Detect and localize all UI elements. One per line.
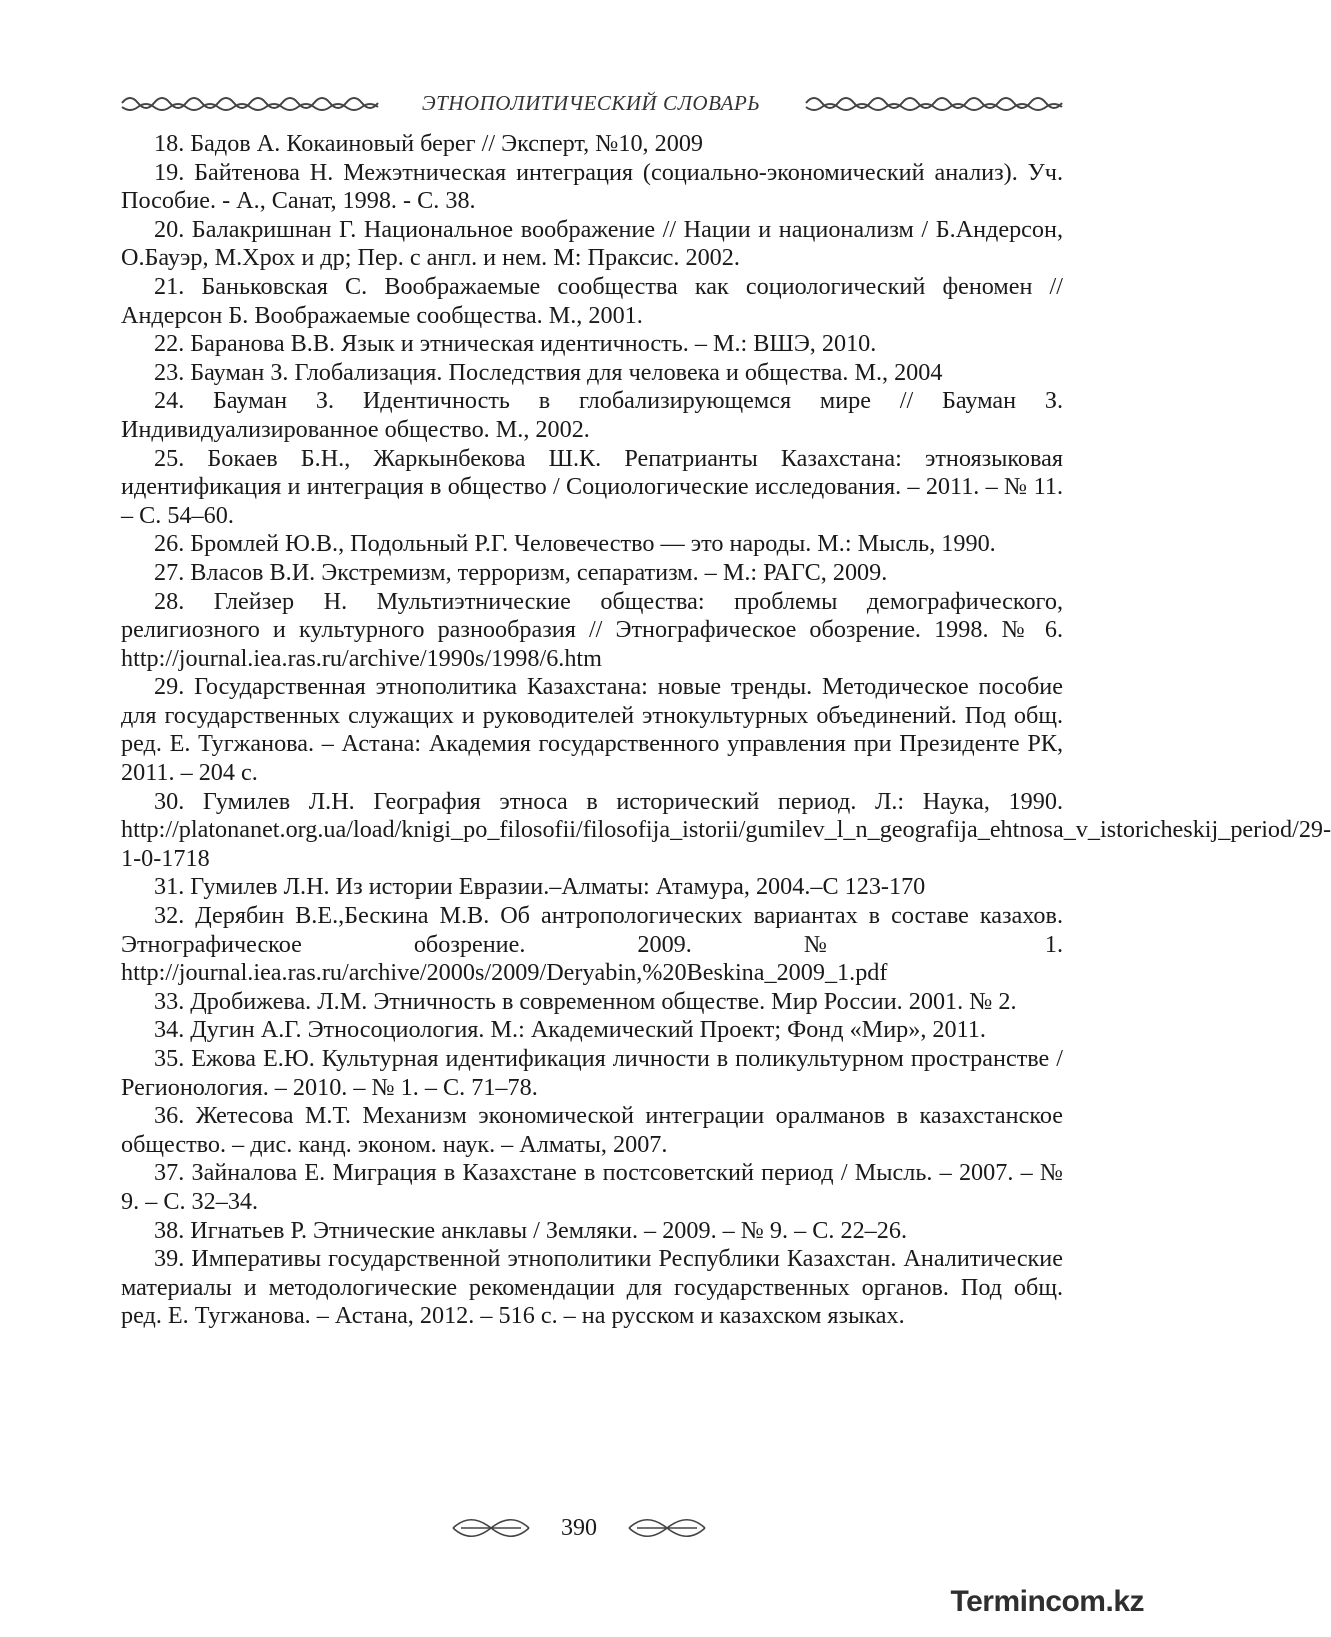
reference-item: 33. Дробижева. Л.М. Этничность в современном обществе. Мир России. 2001. № 2. <box>154 987 1017 1015</box>
reference-item: 32. Дерябин В.Е.,Бескина М.В. Об антропологических вариантах в составе казахов. Этнографическое обозрение. 2009. № 1. http://journal.iea.ras.ru/archive/2000s/2009/Deryabin,%20Beskina_2009_1.pdf <box>121 902 1063 987</box>
running-header <box>118 86 1064 120</box>
reference-item: 19. Байтенова Н. Межэтническая интеграция (социально-экономический анализ). Уч. Пособие. - А., Санат, 1998. - С. 38. <box>121 158 1063 215</box>
reference-item: 20. Балакришнан Г. Национальное воображение // Нации и национализм / Б.Андерсон, О.Бауэр, М.Хрох и др; Пер. с англ. и нем. М: Праксис. 2002. <box>121 215 1063 272</box>
reference-item: 26. Бромлей Ю.В., Подольный Р.Г. Человечество — это народы. М.: Мысль, 1990. <box>154 530 996 558</box>
reference-item: 23. Бауман З. Глобализация. Последствия для человека и общества. М., 2004 <box>154 358 943 386</box>
reference-list <box>121 130 1331 1331</box>
reference-item: 29. Государственная этнополитика Казахстана: новые тренды. Методическое пособие для государственных служащих и руководителей этнокультурных объединений. Под общ. ред. Е. Тугжанова. – Астана: Академия государственного управления при Президенте РК, 2011. – 204 с. <box>121 673 1063 787</box>
reference-item: 21. Баньковская С. Воображаемые сообщества как социологический феномен // Андерсон Б. Воображаемые сообщества. М., 2001. <box>121 272 1063 329</box>
reference-item: 27. Власов В.И. Экстремизм, терроризм, сепаратизм. – М.: РАГС, 2009. <box>154 558 888 586</box>
site-watermark: Termincom.kz <box>950 1585 1144 1618</box>
flourish-icon <box>627 1515 707 1541</box>
reference-item: 25. Бокаев Б.Н., Жаркынбекова Ш.К. Репатрианты Казахстана: этноязыковая идентификация и интеграция в общество / Социологические исследования. – 2011. – № 11. – С. 54–60. <box>121 444 1063 529</box>
page-footer <box>0 1510 1158 1546</box>
flourish-icon <box>451 1515 531 1541</box>
ornament-band-icon <box>118 92 380 114</box>
reference-item: 28. Глейзер Н. Мультиэтнические общества: проблемы демографического, религиозного и культурного разнообразия // Этнографическое обозрение. 1998. № 6. http://journal.iea.ras.ru/archive/1990s/1998/6.htm <box>121 587 1063 672</box>
header-title: ЭТНОПОЛИТИЧЕСКИЙ СЛОВАРЬ <box>421 90 761 115</box>
reference-item: 35. Ежова Е.Ю. Культурная идентификация личности в поликультурном пространстве / Регионология. – 2010. – № 1. – С. 71–78. <box>121 1045 1063 1101</box>
reference-item: 31. Гумилев Л.Н. Из истории Евразии.–Алматы: Атамура, 2004.–С 123-170 <box>154 873 926 901</box>
reference-item: 38. Игнатьев Р. Этнические анклавы / Земляки. – 2009. – № 9. – С. 22–26. <box>154 1216 907 1244</box>
reference-item: 24. Бауман З. Идентичность в глобализирующемся мире // Бауман З. Индивидуализированное общество. М., 2002. <box>121 387 1063 443</box>
ornament-band-icon <box>802 92 1064 114</box>
reference-item: 39. Императивы государственной этнополитики Республики Казахстан. Аналитические материалы и методологические рекомендации для государственных органов. Под общ. ред. Е. Тугжанова. – Астана, 2012. – 516 с. – на русском и казахском языках. <box>121 1245 1063 1330</box>
page-number: 390 <box>561 1514 597 1541</box>
reference-item: 37. Зайналова Е. Миграция в Казахстане в постсоветский период / Мысль. – 2007. – № 9. – С. 32–34. <box>121 1159 1063 1215</box>
reference-item: 30. Гумилев Л.Н. География этноса в исторический период. Л.: Наука, 1990. http://platonanet.org.ua/load/knigi_po_filosofii/filosofija_istorii/gumilev_l_n_geografija_ehtnosa_v_istoricheskij_period/29-1-0-1718 <box>121 787 1331 872</box>
reference-item: 34. Дугин А.Г. Этносоциология. М.: Академический Проект; Фонд «Мир», 2011. <box>154 1016 986 1044</box>
reference-item: 36. Жетесова М.Т. Механизм экономической интеграции оралманов в казахстанское общество. – дис. канд. эконом. наук. – Алматы, 2007. <box>121 1102 1063 1158</box>
reference-item: 18. Бадов А. Кокаиновый берег // Эксперт, №10, 2009 <box>154 130 704 157</box>
reference-item: 22. Баранова В.В. Язык и этническая идентичность. – М.: ВШЭ, 2010. <box>154 330 877 358</box>
